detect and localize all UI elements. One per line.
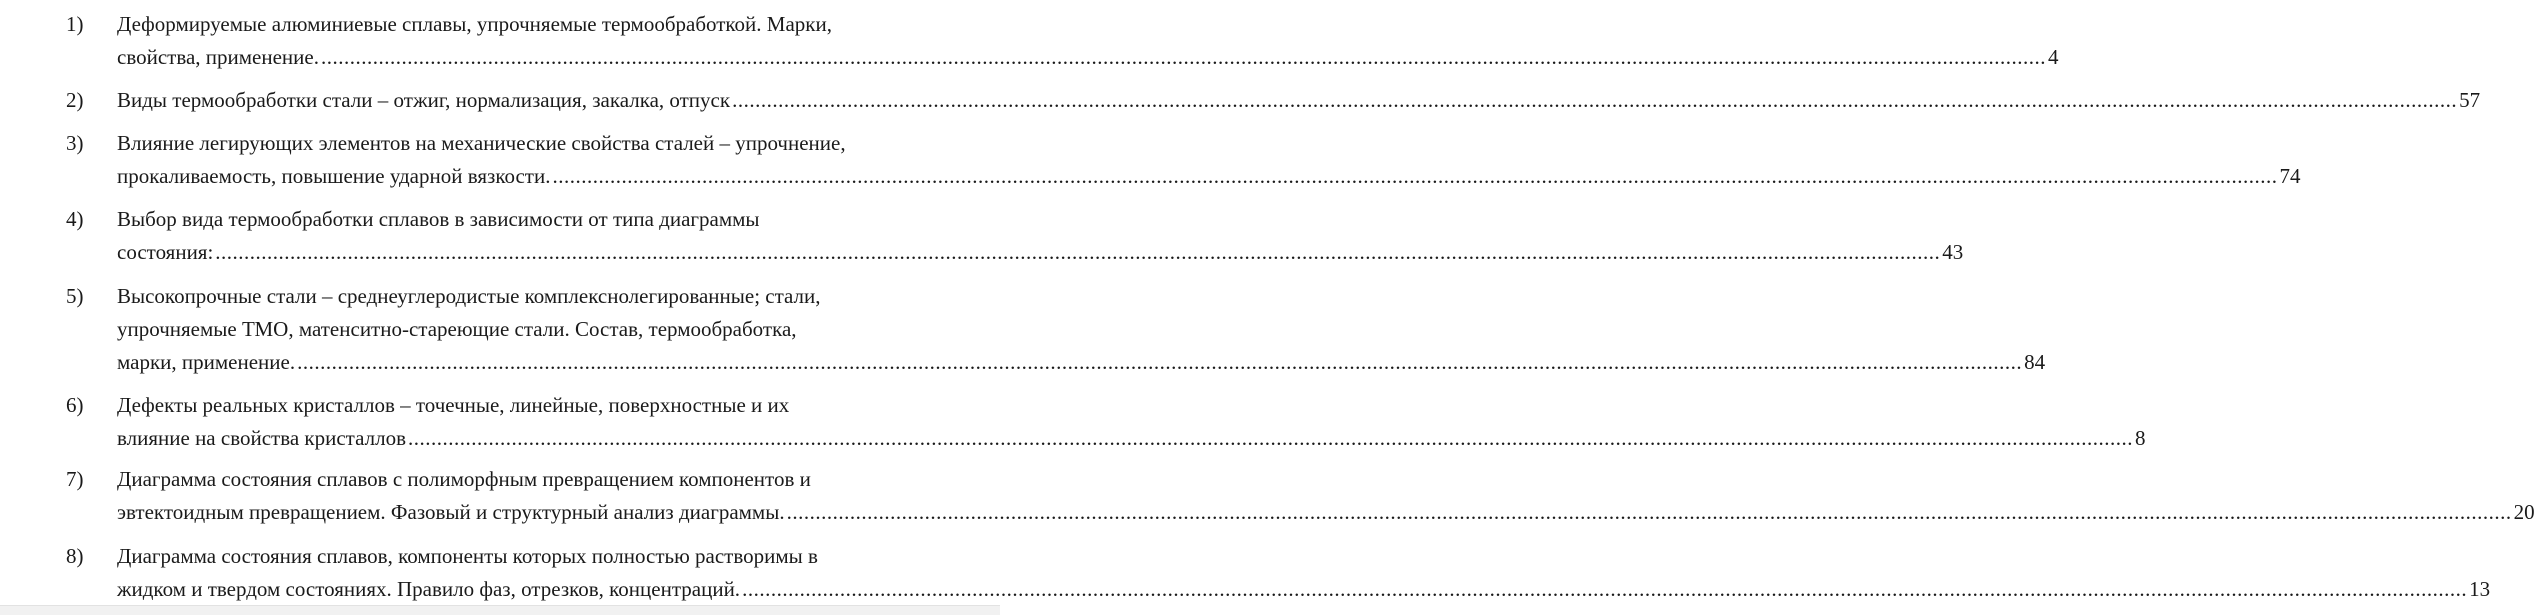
toc-entry-number: 8) xyxy=(66,544,84,568)
toc-entry-line: Влияние легирующих элементов на механические свойства сталей – упрочнение, xyxy=(117,131,846,155)
toc-entry-number: 6) xyxy=(66,393,84,417)
toc-entry-number: 7) xyxy=(66,467,84,491)
toc-entry-text xyxy=(117,463,2535,529)
toc-entry-line: Выбор вида термообработки сплавов в зависимости от типа диаграммы xyxy=(117,207,760,231)
toc-entry-line: марки, применение. xyxy=(117,350,296,374)
dot-leader: ............................................................................................................................................................................................................................................................................................................ xyxy=(732,88,2458,112)
toc-page-number[interactable]: 84 xyxy=(2024,350,2046,374)
window-bottom-edge xyxy=(0,605,1000,615)
toc-entry-text xyxy=(117,540,2491,606)
toc-entry-last-line xyxy=(117,41,2059,74)
toc-entry-last-line xyxy=(117,422,2146,455)
toc-page-number[interactable]: 8 xyxy=(2135,426,2146,450)
toc-entry-text xyxy=(117,8,2059,74)
toc-entry-number: 3) xyxy=(66,131,84,155)
toc-page-number[interactable]: 4 xyxy=(2047,45,2059,69)
toc-entry-number: 2) xyxy=(66,88,84,112)
toc-entry-line: Деформируемые алюминиевые сплавы, упрочняемые термообработкой. Марки, xyxy=(117,12,832,36)
toc-entry-line: Высокопрочные стали – среднеуглеродистые комплекснолегированные; стали, xyxy=(117,284,821,308)
toc-entry-line: эвтектоидным превращением. Фазовый и структурный анализ диаграммы. xyxy=(117,500,785,524)
dot-leader: ............................................................................................................................................................................................................................................................................................................ xyxy=(297,350,2023,374)
toc-page-number[interactable]: 74 xyxy=(2279,164,2301,188)
toc-page-number[interactable]: 20 xyxy=(2513,500,2535,524)
toc-entry-text xyxy=(117,84,2481,117)
dot-leader: ............................................................................................................................................................................................................................................................................................................ xyxy=(215,240,1941,264)
toc-entry-last-line xyxy=(117,496,2535,529)
toc-entry-line: жидком и твердом состояниях. Правило фаз, отрезков, концентраций. xyxy=(117,577,741,601)
toc-entry-line: свойства, применение. xyxy=(117,45,319,69)
dot-leader: ............................................................................................................................................................................................................................................................................................................ xyxy=(320,45,2046,69)
toc-entry-text xyxy=(117,280,2046,379)
toc-entry-line: упрочняемые ТМО, матенситно-стареющие стали. Состав, термообработка, xyxy=(117,317,797,341)
dot-leader: ............................................................................................................................................................................................................................................................................................................ xyxy=(742,577,2468,601)
toc-entry-line: Диаграмма состояния сплавов, компоненты которых полностью растворимы в xyxy=(117,544,818,568)
toc-entry-last-line xyxy=(117,236,1964,269)
toc-entry-line: влияние на свойства кристаллов xyxy=(117,426,406,450)
dot-leader: ............................................................................................................................................................................................................................................................................................................ xyxy=(408,426,2133,450)
toc-entry-line: Виды термообработки стали – отжиг, нормализация, закалка, отпуск xyxy=(117,88,731,112)
dot-leader: ............................................................................................................................................................................................................................................................................................................ xyxy=(786,500,2512,524)
toc-entry-line: Дефекты реальных кристаллов – точечные, линейные, поверхностные и их xyxy=(117,393,790,417)
toc-entry-line: состояния: xyxy=(117,240,214,264)
toc-entry-last-line xyxy=(117,573,2491,606)
toc-page-number[interactable]: 57 xyxy=(2459,88,2481,112)
toc-entry-text xyxy=(117,127,2301,193)
toc-entry-text xyxy=(117,203,1964,269)
toc-entry-line: прокаливаемость, повышение ударной вязкости. xyxy=(117,164,551,188)
toc-page-number[interactable]: 13 xyxy=(2469,577,2491,601)
toc-entry-last-line xyxy=(117,346,2046,379)
toc-page-number[interactable]: 43 xyxy=(1942,240,1964,264)
toc-entry-last-line xyxy=(117,84,2481,117)
toc-entry-line: Диаграмма состояния сплавов с полиморфным превращением компонентов и xyxy=(117,467,811,491)
toc-entry-number: 1) xyxy=(66,12,84,36)
dot-leader: ............................................................................................................................................................................................................................................................................................................ xyxy=(552,164,2278,188)
toc-entry-number: 5) xyxy=(66,284,84,308)
toc-entry-number: 4) xyxy=(66,207,84,231)
toc-entry-last-line xyxy=(117,160,2301,193)
toc-entry-text xyxy=(117,389,2146,455)
